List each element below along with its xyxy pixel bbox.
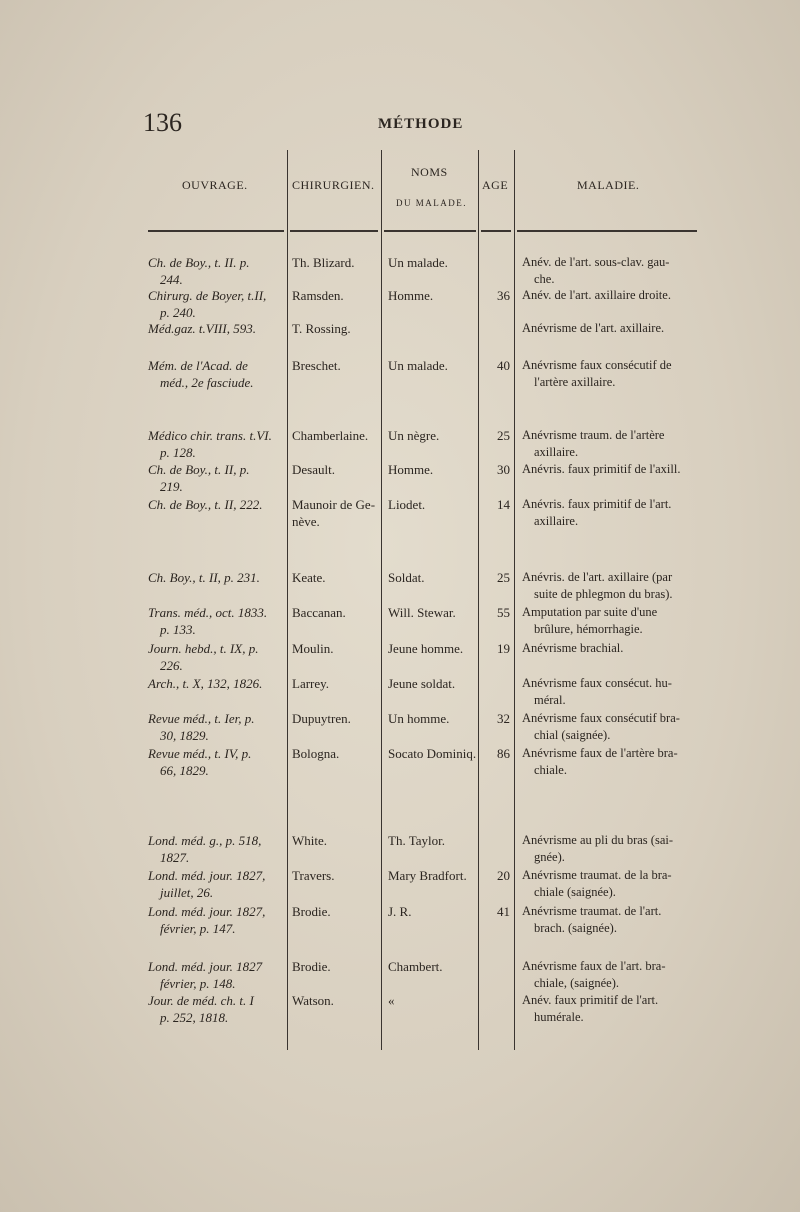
- ouvrage-cell: [148, 867, 265, 901]
- nom-cell: [388, 992, 395, 1009]
- ouvrage-cell-line: p. 252, 1818.: [160, 1010, 229, 1025]
- ouvrage-cell-line: Ch. de Boy., t. II, 222.: [148, 497, 263, 512]
- nom-cell: [388, 427, 439, 444]
- column-divider: [514, 150, 515, 1050]
- ouvrage-cell-line: Lond. méd. g., p. 518,: [148, 833, 262, 848]
- nom-cell-line: Un nègre.: [388, 428, 440, 443]
- nom-cell-line: Homme.: [388, 288, 434, 303]
- maladie-cell-line: Anév. de l'art. sous-clav. gau-: [522, 255, 670, 269]
- chirurgien-cell: [292, 640, 334, 657]
- nom-cell: [388, 254, 448, 271]
- col-header-du-malade: DU MALADE.: [396, 198, 467, 208]
- maladie-cell: [522, 287, 671, 304]
- nom-cell: [388, 903, 411, 920]
- chirurgien-cell-line: Moulin.: [292, 641, 334, 656]
- maladie-cell-line: Anévrisme faux de l'artère bra-: [522, 746, 678, 760]
- nom-cell-line: Socato Dominiq.: [388, 746, 477, 761]
- ouvrage-cell: [148, 640, 258, 674]
- ouvrage-cell-line: Ch. de Boy., t. II, p.: [148, 462, 250, 477]
- age-cell-line: 86: [497, 746, 510, 761]
- maladie-cell-line: suite de phlegmon du bras).: [534, 587, 673, 601]
- maladie-cell-line: Anév. faux primitif de l'art.: [522, 993, 659, 1007]
- nom-cell: [388, 496, 425, 513]
- maladie-cell: [522, 604, 657, 638]
- ouvrage-cell-line: Jour. de méd. ch. t. I: [148, 993, 254, 1008]
- nom-cell-line: Homme.: [388, 462, 434, 477]
- maladie-cell: [522, 357, 672, 391]
- maladie-cell-line: Anév. de l'art. axillaire droite.: [522, 288, 671, 302]
- maladie-cell-line: chiale (saignée).: [534, 885, 616, 899]
- chirurgien-cell: [292, 320, 351, 337]
- maladie-cell: [522, 675, 672, 709]
- maladie-cell: [522, 496, 671, 530]
- ouvrage-cell-line: 1827.: [160, 850, 190, 865]
- ouvrage-cell-line: Lond. méd. jour. 1827,: [148, 868, 266, 883]
- age-cell-line: 41: [497, 904, 510, 919]
- ouvrage-cell: [148, 569, 260, 586]
- maladie-cell: [522, 640, 623, 657]
- ouvrage-cell-line: 226.: [160, 658, 183, 673]
- age-cell: [484, 867, 510, 884]
- maladie-cell: [522, 427, 664, 461]
- ouvrage-cell: [148, 675, 262, 692]
- ouvrage-cell-line: Chirurg. de Boyer, t.II,: [148, 288, 267, 303]
- age-cell-line: 19: [497, 641, 510, 656]
- maladie-cell-line: Anévrisme traumat. de la bra-: [522, 868, 672, 882]
- chirurgien-cell: [292, 569, 326, 586]
- ouvrage-cell-line: Ch. Boy., t. II, p. 231.: [148, 570, 260, 585]
- nom-cell-line: Un malade.: [388, 358, 448, 373]
- header-rule: [290, 230, 378, 232]
- ouvrage-cell-line: Mém. de l'Acad. de: [148, 358, 248, 373]
- chirurgien-cell-line: Larrey.: [292, 676, 330, 691]
- age-cell-line: 30: [497, 462, 510, 477]
- maladie-cell-line: Anévrisme brachial.: [522, 641, 624, 655]
- maladie-cell-line: Anévris. de l'art. axillaire (par: [522, 570, 673, 584]
- maladie-cell-line: gnée).: [534, 850, 565, 864]
- chirurgien-cell-line: Brodie.: [292, 959, 331, 974]
- chirurgien-cell: [292, 427, 368, 444]
- ouvrage-cell-line: Lond. méd. jour. 1827,: [148, 904, 266, 919]
- maladie-cell-line: axillaire.: [534, 514, 579, 528]
- maladie-cell-line: Anévris. faux primitif de l'axill.: [522, 462, 681, 476]
- maladie-cell: [522, 867, 672, 901]
- col-header-maladie: MALADIE.: [577, 178, 640, 192]
- chirurgien-cell-line: Travers.: [292, 868, 335, 883]
- nom-cell-line: Liodet.: [388, 497, 426, 512]
- chirurgien-cell: [292, 903, 331, 920]
- chirurgien-cell: [292, 604, 346, 621]
- chirurgien-cell-line: Keate.: [292, 570, 326, 585]
- ouvrage-cell-line: 66, 1829.: [160, 763, 209, 778]
- age-cell: [484, 569, 510, 586]
- maladie-cell-line: Anévrisme faux consécutif de: [522, 358, 672, 372]
- nom-cell: [388, 461, 433, 478]
- ouvrage-cell: [148, 461, 249, 495]
- header-rule: [148, 230, 284, 232]
- age-cell-line: 40: [497, 358, 510, 373]
- maladie-cell-line: Anévrisme faux de l'art. bra-: [522, 959, 666, 973]
- ouvrage-cell-line: p. 128.: [160, 445, 196, 460]
- chirurgien-cell: [292, 287, 344, 304]
- chirurgien-cell: [292, 745, 339, 762]
- ouvrage-cell: [148, 287, 266, 321]
- maladie-cell-line: l'artère axillaire.: [534, 375, 616, 389]
- maladie-cell: [522, 832, 673, 866]
- age-cell: [484, 604, 510, 621]
- chirurgien-cell-line: T. Rossing.: [292, 321, 351, 336]
- chirurgien-cell-line: nève.: [292, 514, 320, 529]
- maladie-cell-line: chiale, (saignée).: [534, 976, 620, 990]
- maladie-cell-line: Anévrisme au pli du bras (sai-: [522, 833, 674, 847]
- ouvrage-cell: [148, 427, 272, 461]
- chirurgien-cell-line: Chamberlaine.: [292, 428, 369, 443]
- column-divider: [381, 150, 382, 1050]
- chirurgien-cell: [292, 867, 335, 884]
- nom-cell-line: Jeune homme.: [388, 641, 464, 656]
- nom-cell: [388, 357, 448, 374]
- ouvrage-cell-line: Méd.gaz. t.VIII, 593.: [148, 321, 256, 336]
- ouvrage-cell: [148, 903, 265, 937]
- ouvrage-cell: [148, 254, 249, 288]
- maladie-cell-line: brûlure, hémorrhagie.: [534, 622, 643, 636]
- nom-cell-line: «: [388, 993, 395, 1008]
- maladie-cell: [522, 569, 673, 603]
- ouvrage-cell: [148, 992, 254, 1026]
- age-cell: [484, 427, 510, 444]
- col-header-ouvrage: OUVRAGE.: [182, 178, 248, 192]
- nom-cell: [388, 867, 467, 884]
- chirurgien-cell-line: Baccanan.: [292, 605, 346, 620]
- ouvrage-cell-line: 30, 1829.: [160, 728, 209, 743]
- header-rule: [384, 230, 476, 232]
- col-header-chirurgien: CHIRURGIEN.: [292, 178, 375, 192]
- chirurgien-cell: [292, 710, 351, 727]
- nom-cell: [388, 604, 456, 621]
- chirurgien-cell-line: White.: [292, 833, 328, 848]
- maladie-cell: [522, 320, 664, 337]
- ouvrage-cell: [148, 496, 262, 513]
- chirurgien-cell: [292, 675, 329, 692]
- ouvrage-cell-line: février, p. 147.: [160, 921, 236, 936]
- age-cell: [484, 461, 510, 478]
- nom-cell-line: Mary Bradfort.: [388, 868, 467, 883]
- maladie-cell-line: che.: [534, 272, 555, 286]
- maladie-cell-line: humérale.: [534, 1010, 584, 1024]
- ouvrage-cell-line: Trans. méd., oct. 1833.: [148, 605, 268, 620]
- age-cell-line: 32: [497, 711, 510, 726]
- maladie-cell: [522, 710, 680, 744]
- age-cell: [484, 640, 510, 657]
- nom-cell: [388, 710, 449, 727]
- maladie-cell-line: chial (saignée).: [534, 728, 611, 742]
- age-cell: [484, 745, 510, 762]
- ouvrage-cell-line: Revue méd., t. IV, p.: [148, 746, 252, 761]
- chirurgien-cell: [292, 496, 375, 530]
- ouvrage-cell-line: Revue méd., t. Ier, p.: [148, 711, 255, 726]
- ouvrage-cell-line: juillet, 26.: [160, 885, 214, 900]
- col-header-age: AGE: [482, 178, 509, 192]
- ouvrage-cell-line: Ch. de Boy., t. II. p.: [148, 255, 250, 270]
- maladie-cell-line: axillaire.: [534, 445, 579, 459]
- ouvrage-cell-line: méd., 2e fasciude.: [160, 375, 254, 390]
- nom-cell-line: J. R.: [388, 904, 412, 919]
- nom-cell: [388, 569, 424, 586]
- chirurgien-cell: [292, 958, 331, 975]
- ouvrage-cell: [148, 832, 261, 866]
- ouvrage-cell-line: p. 133.: [160, 622, 196, 637]
- page-title: MÉTHODE: [378, 116, 464, 132]
- maladie-cell: [522, 903, 661, 937]
- maladie-cell-line: brach. (saignée).: [534, 921, 617, 935]
- ouvrage-cell-line: Arch., t. X, 132, 1826.: [148, 676, 263, 691]
- chirurgien-cell-line: Th. Blizard.: [292, 255, 355, 270]
- maladie-cell-line: chiale.: [534, 763, 567, 777]
- maladie-cell-line: Anévrisme traum. de l'artère: [522, 428, 665, 442]
- chirurgien-cell: [292, 992, 334, 1009]
- ouvrage-cell-line: p. 240.: [160, 305, 196, 320]
- page-number: 136: [143, 108, 182, 137]
- age-cell-line: 25: [497, 570, 510, 585]
- ouvrage-cell: [148, 604, 267, 638]
- maladie-cell: [522, 992, 658, 1026]
- nom-cell-line: Soldat.: [388, 570, 425, 585]
- chirurgien-cell: [292, 461, 335, 478]
- age-cell: [484, 903, 510, 920]
- col-header-noms: NOMS: [411, 165, 448, 179]
- nom-cell-line: Chambert.: [388, 959, 443, 974]
- maladie-cell: [522, 461, 680, 478]
- chirurgien-cell-line: Brodie.: [292, 904, 331, 919]
- ouvrage-cell: [148, 745, 251, 779]
- maladie-cell: [522, 958, 666, 992]
- nom-cell: [388, 640, 463, 657]
- maladie-cell-line: Anévris. faux primitif de l'art.: [522, 497, 672, 511]
- maladie-cell-line: Anévrisme faux consécutif bra-: [522, 711, 680, 725]
- maladie-cell-line: Anévrisme traumat. de l'art.: [522, 904, 662, 918]
- age-cell-line: 55: [497, 605, 510, 620]
- maladie-cell-line: méral.: [534, 693, 566, 707]
- maladie-cell: [522, 254, 669, 288]
- age-cell: [484, 287, 510, 304]
- chirurgien-cell-line: Dupuytren.: [292, 711, 351, 726]
- ouvrage-cell: [148, 710, 255, 744]
- column-divider: [287, 150, 288, 1050]
- nom-cell: [388, 675, 455, 692]
- ouvrage-cell-line: Médico chir. trans. t.VI.: [148, 428, 272, 443]
- maladie-cell-line: Anévrisme de l'art. axillaire.: [522, 321, 665, 335]
- chirurgien-cell-line: Ramsden.: [292, 288, 344, 303]
- chirurgien-cell-line: Breschet.: [292, 358, 341, 373]
- nom-cell-line: Th. Taylor.: [388, 833, 445, 848]
- chirurgien-cell-line: Desault.: [292, 462, 335, 477]
- ouvrage-cell: [148, 357, 254, 391]
- header-rule: [481, 230, 511, 232]
- nom-cell-line: Un malade.: [388, 255, 448, 270]
- nom-cell-line: Will. Stewar.: [388, 605, 456, 620]
- nom-cell-line: Un homme.: [388, 711, 450, 726]
- nom-cell: [388, 745, 476, 762]
- age-cell: [484, 710, 510, 727]
- ouvrage-cell-line: Lond. méd. jour. 1827: [148, 959, 263, 974]
- chirurgien-cell-line: Bologna.: [292, 746, 340, 761]
- age-cell-line: 25: [497, 428, 510, 443]
- nom-cell: [388, 832, 445, 849]
- maladie-cell-line: Anévrisme faux consécut. hu-: [522, 676, 672, 690]
- chirurgien-cell-line: Watson.: [292, 993, 334, 1008]
- chirurgien-cell: [292, 832, 327, 849]
- chirurgien-cell-line: Maunoir de Ge-: [292, 497, 376, 512]
- ouvrage-cell-line: 244.: [160, 272, 183, 287]
- age-cell: [484, 357, 510, 374]
- ouvrage-cell-line: février, p. 148.: [160, 976, 236, 991]
- age-cell-line: 20: [497, 868, 510, 883]
- nom-cell: [388, 958, 443, 975]
- chirurgien-cell: [292, 357, 341, 374]
- ouvrage-cell-line: Journ. hebd., t. IX, p.: [148, 641, 259, 656]
- nom-cell: [388, 287, 433, 304]
- ouvrage-cell-line: 219.: [160, 479, 183, 494]
- chirurgien-cell: [292, 254, 354, 271]
- nom-cell-line: Jeune soldat.: [388, 676, 456, 691]
- ouvrage-cell: [148, 320, 256, 337]
- maladie-cell: [522, 745, 678, 779]
- age-cell: [484, 496, 510, 513]
- maladie-cell-line: Amputation par suite d'une: [522, 605, 658, 619]
- age-cell-line: 14: [497, 497, 510, 512]
- ouvrage-cell: [148, 958, 262, 992]
- column-divider: [478, 150, 479, 1050]
- header-rule: [517, 230, 697, 232]
- age-cell-line: 36: [497, 288, 510, 303]
